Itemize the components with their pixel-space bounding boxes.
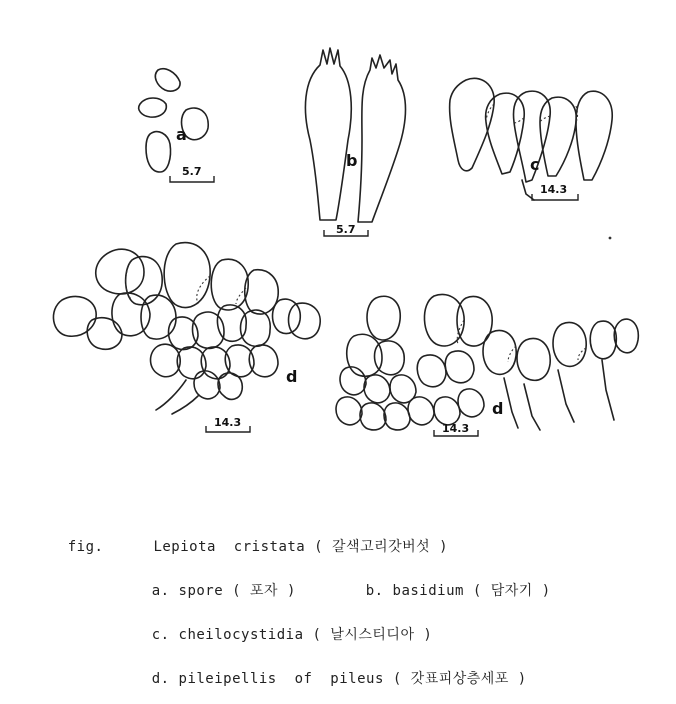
species-name: Lepiota cristata (153, 539, 306, 555)
spore (155, 69, 180, 91)
label-d-right: d (492, 399, 504, 418)
scale-label-d-right: 14.3 (442, 422, 470, 435)
scale-label-d-left: 14.3 (214, 416, 242, 429)
cystidium (540, 97, 576, 176)
scale-label-c: 14.3 (540, 183, 568, 196)
label-d-left: d (286, 367, 298, 386)
item-text: cheilocystidia (178, 627, 304, 643)
item-korean: ( 담자기 ) (472, 583, 551, 599)
figure-caption (0, 520, 676, 700)
species-korean: ( 갈색고리갓버섯 ) (314, 539, 449, 555)
cystidium (576, 91, 612, 180)
pileipellis-d-left (53, 243, 320, 414)
label-b: b (346, 151, 358, 170)
item-korean: ( 갓표피상층세포 ) (392, 671, 527, 687)
item-korean: ( 날시스티디아 ) (312, 627, 433, 643)
item-key: d. (151, 671, 170, 687)
spore (146, 132, 171, 172)
spore (139, 98, 167, 117)
cystidium (486, 93, 525, 174)
stray-dot (609, 237, 612, 240)
fig-label: fig. (67, 539, 104, 555)
label-c: c (530, 155, 540, 174)
cheilocystidia-c (450, 78, 613, 200)
label-a: a (176, 125, 187, 144)
cystidium (450, 78, 495, 171)
item-text: spore (178, 583, 224, 599)
spores-a (139, 69, 208, 172)
pileipellis-d-right (336, 294, 638, 430)
caption-item-d (116, 652, 527, 704)
item-text: pileipellis of pileus (178, 671, 384, 687)
item-key: c. (151, 627, 170, 643)
scale-label-a: 5.7 (182, 165, 202, 178)
item-key: b. (365, 583, 384, 599)
item-text: basidium (392, 583, 464, 599)
item-key: a. (151, 583, 170, 599)
basidia-b (305, 48, 405, 222)
basidium (305, 48, 351, 220)
basidium (358, 55, 406, 222)
scale-label-b: 5.7 (336, 223, 356, 236)
item-korean: ( 포자 ) (232, 583, 296, 599)
